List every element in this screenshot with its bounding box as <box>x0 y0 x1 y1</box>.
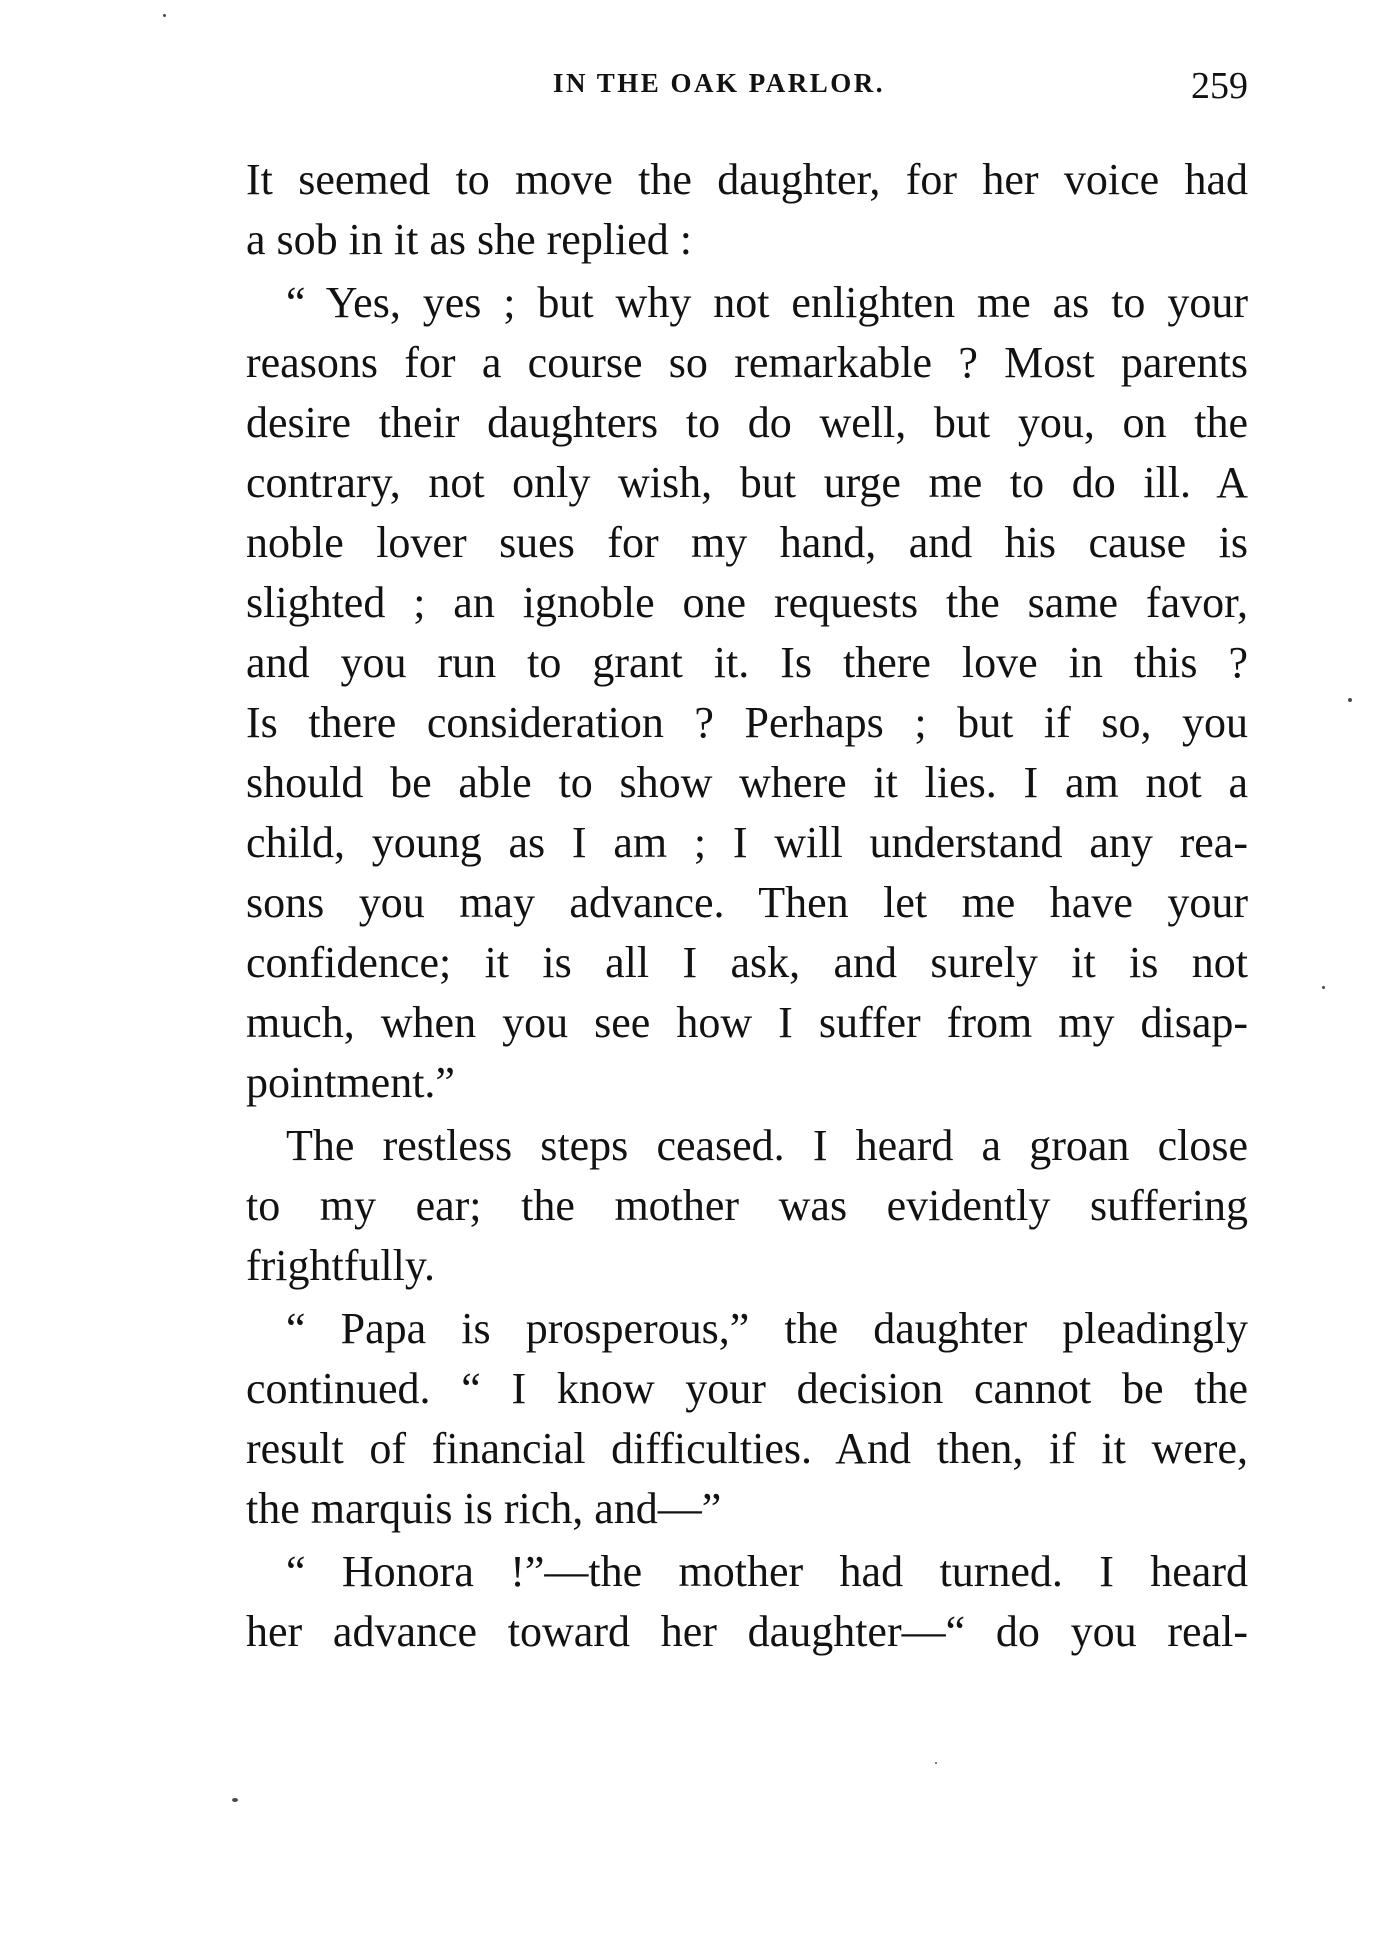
scan-speck <box>163 14 166 17</box>
running-title: IN THE OAK PARLOR. <box>553 68 886 98</box>
text-line: and you run to grant it. Is there love in this ? <box>246 638 1248 687</box>
text-line: child, young as I am ; I will understand any rea- <box>246 818 1248 867</box>
scan-speck <box>935 1762 937 1764</box>
text-line: Is there consideration ? Perhaps ; but if so, you <box>246 698 1248 747</box>
text-line: a sob in it as she replied : <box>246 215 693 264</box>
text-line: her advance toward her daughter—“ do you real- <box>246 1607 1248 1656</box>
page-number: 259 <box>1191 65 1248 107</box>
paragraph-1 <box>246 150 1248 270</box>
text-line: contrary, not only wish, but urge me to do ill. A <box>246 458 1248 507</box>
text-line: result of financial difficulties. And then, if it were, <box>246 1424 1248 1473</box>
text-line: pointment.” <box>246 1058 455 1107</box>
text-line: “ Honora !”—the mother had turned. I heard <box>286 1547 1248 1596</box>
text-line: confidence; it is all I ask, and surely it is not <box>246 938 1248 987</box>
text-line: the marquis is rich, and—” <box>246 1484 722 1533</box>
text-line: much, when you see how I suffer from my disap- <box>246 998 1248 1047</box>
scan-speck <box>1348 698 1352 702</box>
text-line: noble lover sues for my hand, and his cause is <box>246 518 1248 567</box>
scan-speck <box>1322 986 1325 989</box>
paragraph-2 <box>246 273 1248 1113</box>
text-line: “ Papa is prosperous,” the daughter pleadingly <box>286 1304 1248 1353</box>
text-line: frightfully. <box>246 1241 435 1290</box>
text-line: continued. “ I know your decision cannot be the <box>246 1364 1248 1413</box>
text-line: reasons for a course so remarkable ? Most parents <box>246 338 1248 387</box>
text-line: sons you may advance. Then let me have your <box>246 878 1248 927</box>
text-line: slighted ; an ignoble one requests the same favor, <box>246 578 1248 627</box>
text-line: The restless steps ceased. I heard a groan close <box>286 1121 1248 1170</box>
text-line: should be able to show where it lies. I am not a <box>246 758 1248 807</box>
text-line: desire their daughters to do well, but you, on the <box>246 398 1248 447</box>
paragraph-5 <box>246 1542 1248 1662</box>
running-head <box>246 64 1248 108</box>
text-line: “ Yes, yes ; but why not enlighten me as to your <box>286 278 1248 327</box>
scan-speck <box>232 1798 238 1802</box>
text-line: It seemed to move the daughter, for her voice had <box>246 155 1248 204</box>
body-text <box>246 150 1248 1662</box>
text-line: to my ear; the mother was evidently suffering <box>246 1181 1248 1230</box>
paragraph-3 <box>246 1116 1248 1296</box>
paragraph-4 <box>246 1299 1248 1539</box>
